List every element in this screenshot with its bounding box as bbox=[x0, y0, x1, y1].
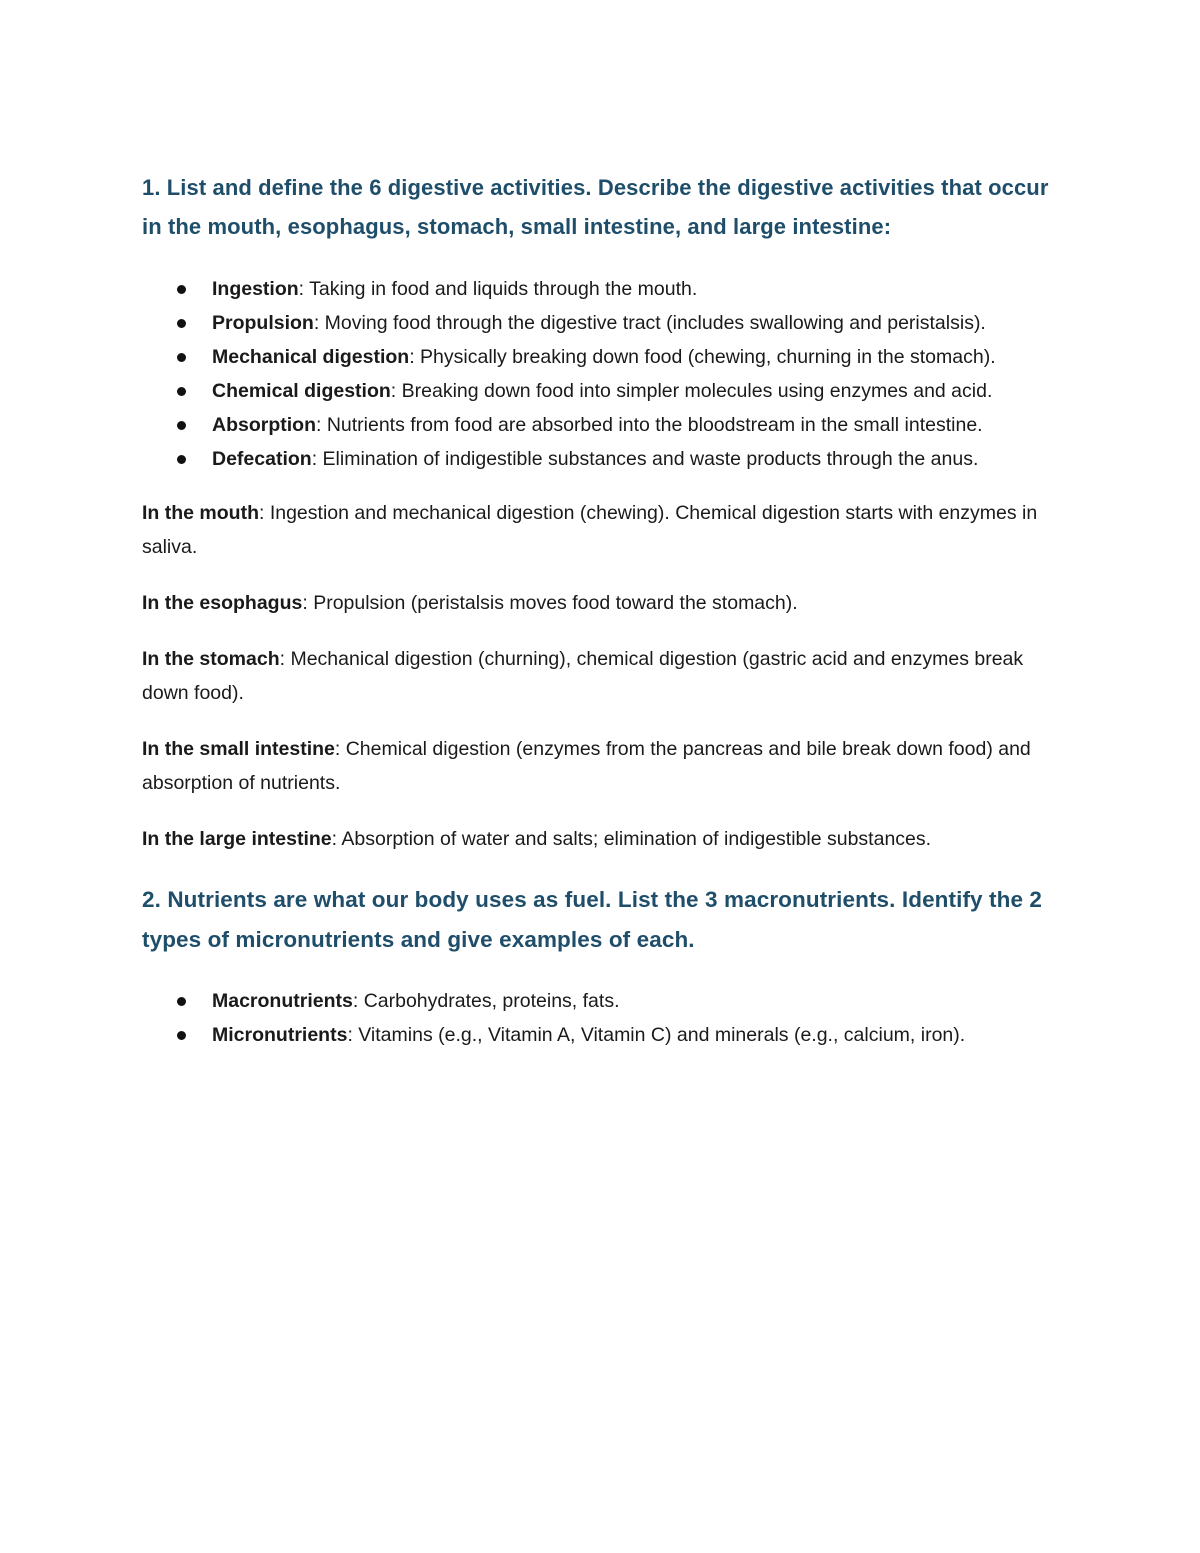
esophagus-paragraph bbox=[142, 586, 1062, 620]
term-label: Propulsion bbox=[212, 312, 314, 334]
small-intestine-paragraph bbox=[142, 732, 1062, 800]
bullet-icon bbox=[177, 285, 186, 294]
definition-text: : Elimination of indigestible substances and waste products through the anus. bbox=[311, 448, 979, 470]
organ-description: : Absorption of water and salts; elimination of indigestible substances. bbox=[331, 828, 932, 850]
organ-description: : Chemical digestion (enzymes from the pancreas and bile break down food) and absorption of nutrients. bbox=[142, 738, 1031, 794]
list-item bbox=[142, 984, 1062, 1018]
organ-description: : Mechanical digestion (churning), chemical digestion (gastric acid and enzymes break down food). bbox=[142, 648, 1024, 704]
definition-text: : Moving food through the digestive tract (includes swallowing and peristalsis). bbox=[313, 312, 986, 334]
bullet-icon bbox=[177, 1031, 186, 1040]
term-label: Defecation bbox=[212, 448, 312, 470]
organ-label: In the large intestine bbox=[142, 828, 332, 850]
term-label: Ingestion bbox=[212, 278, 299, 300]
stomach-paragraph bbox=[142, 642, 1062, 710]
list-item bbox=[142, 408, 1062, 442]
bullet-icon bbox=[177, 387, 186, 396]
definition-text: : Breaking down food into simpler molecules using enzymes and acid. bbox=[390, 380, 993, 402]
term-label: Absorption bbox=[212, 414, 316, 436]
organ-label: In the small intestine bbox=[142, 738, 335, 760]
bullet-icon bbox=[177, 455, 186, 464]
organ-description: : Propulsion (peristalsis moves food toward the stomach). bbox=[302, 592, 798, 614]
list-item bbox=[142, 1018, 1062, 1052]
term-label: Chemical digestion bbox=[212, 380, 391, 402]
nutrients-list bbox=[142, 984, 1062, 1052]
term-label: Micronutrients bbox=[212, 1024, 348, 1046]
bullet-icon bbox=[177, 421, 186, 430]
organ-description: : Ingestion and mechanical digestion (chewing). Chemical digestion starts with enzymes in saliva. bbox=[142, 502, 1038, 558]
definition-text: : Taking in food and liquids through the mouth. bbox=[298, 278, 698, 300]
bullet-icon bbox=[177, 353, 186, 362]
definition-text: : Nutrients from food are absorbed into the bloodstream in the small intestine. bbox=[315, 414, 983, 436]
question-2-heading: 2. Nutrients are what our body uses as fuel. List the 3 macronutrients. Identify the 2 types of micronutrients and give examples of each. bbox=[142, 887, 1043, 952]
bullet-icon bbox=[177, 997, 186, 1006]
term-label: Macronutrients bbox=[212, 990, 353, 1012]
digestive-activities-list bbox=[142, 272, 1062, 476]
bullet-icon bbox=[177, 319, 186, 328]
list-item bbox=[142, 340, 1062, 374]
question-1-heading: 1. List and define the 6 digestive activities. Describe the digestive activities that occur in the mouth, esophagus, stomach, small intestine, and large intestine: bbox=[142, 175, 1049, 239]
definition-text: : Carbohydrates, proteins, fats. bbox=[352, 990, 620, 1012]
definition-text: : Vitamins (e.g., Vitamin A, Vitamin C) and minerals (e.g., calcium, iron). bbox=[347, 1024, 966, 1046]
mouth-paragraph bbox=[142, 496, 1062, 564]
organ-label: In the stomach bbox=[142, 648, 280, 670]
list-item bbox=[142, 306, 1062, 340]
document-page bbox=[142, 168, 1062, 1052]
list-item bbox=[142, 272, 1062, 306]
organ-label: In the mouth bbox=[142, 502, 259, 524]
organ-label: In the esophagus bbox=[142, 592, 303, 614]
definition-text: : Physically breaking down food (chewing, churning in the stomach). bbox=[409, 346, 996, 368]
term-label: Mechanical digestion bbox=[212, 346, 410, 368]
list-item bbox=[142, 442, 1062, 476]
large-intestine-paragraph bbox=[142, 822, 1062, 856]
list-item bbox=[142, 374, 1062, 408]
